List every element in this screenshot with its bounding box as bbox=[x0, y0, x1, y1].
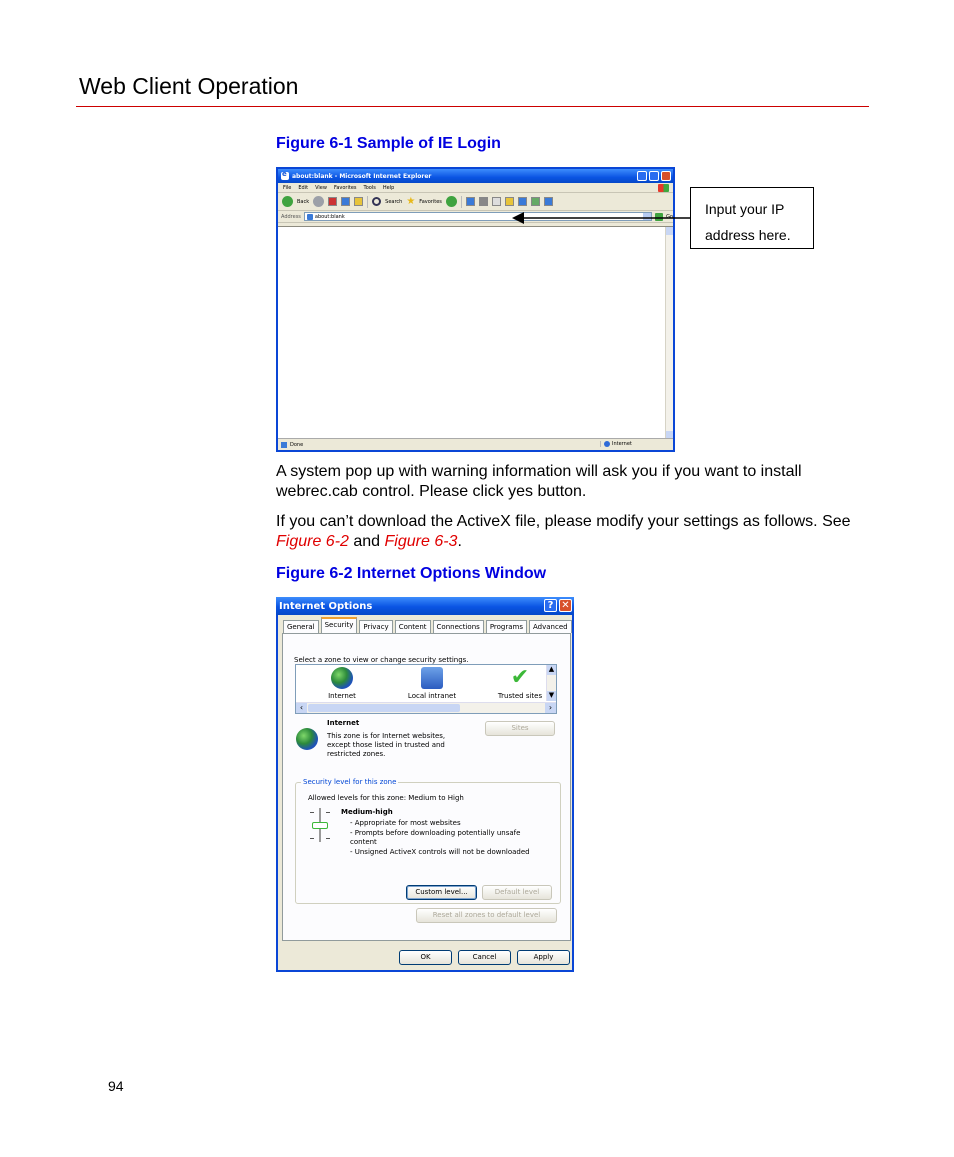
favorites-label[interactable]: Favorites bbox=[419, 198, 442, 205]
apply-button[interactable]: Apply bbox=[517, 950, 570, 965]
ie-status-bar bbox=[278, 438, 673, 450]
figure-6-2-link[interactable]: Figure 6-2 bbox=[276, 533, 349, 550]
select-zone-text: Select a zone to view or change security settings. bbox=[294, 656, 469, 664]
scroll-down-icon[interactable]: ▼ bbox=[548, 691, 555, 699]
tab-security[interactable]: Security bbox=[321, 617, 358, 633]
zone-desc-2: except those listed in trusted and bbox=[327, 741, 445, 749]
paragraph-tail: . bbox=[457, 533, 462, 550]
page-icon bbox=[281, 442, 287, 448]
security-level-group bbox=[295, 778, 561, 904]
callout-arrow bbox=[0, 0, 954, 300]
menu-view[interactable]: View bbox=[315, 184, 327, 191]
address-label: Address bbox=[281, 213, 301, 220]
default-level-button[interactable]: Default level bbox=[482, 885, 552, 900]
tab-content[interactable]: Content bbox=[395, 620, 431, 633]
custom-level-button[interactable]: Custom level... bbox=[406, 885, 477, 900]
zone-intranet-label: Local intranet bbox=[407, 692, 457, 700]
scroll-right-icon[interactable]: › bbox=[545, 703, 556, 713]
callout-line-1: Input your IP bbox=[705, 201, 785, 217]
zone-desc-3: restricted zones. bbox=[327, 750, 386, 758]
figure-1-caption: Figure 6-1 Sample of IE Login bbox=[276, 135, 501, 152]
options-title-bar bbox=[276, 597, 574, 615]
menu-favorites[interactable]: Favorites bbox=[333, 184, 357, 191]
callout-line-2: address here. bbox=[705, 227, 791, 243]
security-level-legend: Security level for this zone bbox=[303, 778, 397, 786]
menu-help[interactable]: Help bbox=[382, 184, 395, 191]
slider-tick bbox=[310, 838, 314, 839]
globe-icon bbox=[604, 441, 610, 447]
globe-icon bbox=[296, 728, 318, 750]
slider-tick bbox=[310, 812, 314, 813]
tab-advanced[interactable]: Advanced bbox=[529, 620, 572, 633]
address-value: about:blank bbox=[314, 213, 345, 220]
scroll-up-icon[interactable]: ▲ bbox=[548, 665, 555, 673]
callout-box bbox=[690, 187, 814, 249]
go-label[interactable]: Go bbox=[666, 213, 673, 220]
zone-internet-label: Internet bbox=[328, 692, 356, 700]
favorites-icon[interactable]: ★ bbox=[406, 195, 416, 207]
security-panel bbox=[282, 633, 571, 941]
back-label[interactable]: Back bbox=[297, 198, 310, 205]
status-zone bbox=[600, 441, 632, 447]
allowed-levels-text: Allowed levels for this zone: Medium to High bbox=[308, 794, 464, 802]
zone-trusted-sites[interactable] bbox=[494, 665, 546, 700]
tab-privacy[interactable]: Privacy bbox=[359, 620, 392, 633]
tab-general[interactable]: General bbox=[283, 620, 319, 633]
page-number: 94 bbox=[108, 1078, 124, 1094]
ie-window-title: about:blank - Microsoft Internet Explorer bbox=[292, 172, 432, 180]
zone-name: Internet bbox=[327, 719, 360, 727]
paragraph-activex bbox=[276, 512, 856, 552]
zone-horizontal-scrollbar[interactable] bbox=[296, 702, 556, 713]
options-window-title: Internet Options bbox=[279, 600, 373, 612]
search-label[interactable]: Search bbox=[385, 198, 403, 205]
cancel-button[interactable]: Cancel bbox=[458, 950, 511, 965]
menu-file[interactable]: File bbox=[283, 184, 292, 191]
scroll-left-icon[interactable]: ‹ bbox=[296, 703, 307, 713]
options-tabs bbox=[283, 620, 572, 633]
sites-button[interactable]: Sites bbox=[485, 721, 555, 736]
intranet-icon bbox=[421, 667, 443, 689]
zone-list bbox=[295, 664, 557, 714]
figure-6-3-link[interactable]: Figure 6-3 bbox=[384, 533, 458, 550]
close-icon[interactable]: ✕ bbox=[559, 599, 572, 612]
internet-options-window bbox=[276, 597, 574, 972]
slider-thumb[interactable] bbox=[312, 822, 328, 829]
menu-tools[interactable]: Tools bbox=[363, 184, 376, 191]
status-text: Done bbox=[290, 441, 304, 448]
reset-zones-button[interactable]: Reset all zones to default level bbox=[416, 908, 557, 923]
zone-internet[interactable] bbox=[322, 665, 362, 700]
paragraph-install: A system pop up with warning information will ask you if you want to install webrec.cab control. Please click yes button. bbox=[276, 463, 802, 500]
zone-trusted-label: Trusted sites bbox=[497, 692, 543, 700]
page-title: Web Client Operation bbox=[79, 73, 299, 99]
level-bullet-2: - Prompts before downloading potentially unsafe bbox=[350, 829, 521, 837]
globe-icon bbox=[331, 667, 353, 689]
zone-desc-1: This zone is for Internet websites, bbox=[327, 732, 446, 740]
slider-tick bbox=[326, 838, 330, 839]
tab-programs[interactable]: Programs bbox=[486, 620, 527, 633]
status-zone-label: Internet bbox=[612, 441, 632, 447]
level-bullet-3: content bbox=[350, 838, 377, 846]
menu-edit[interactable]: Edit bbox=[298, 184, 309, 191]
paragraph-lead: If you can’t download the ActiveX file, please modify your settings as follows. See bbox=[276, 513, 851, 530]
level-bullet-1: - Appropriate for most websites bbox=[350, 819, 461, 827]
zone-local-intranet[interactable] bbox=[400, 665, 464, 700]
paragraph-mid: and bbox=[348, 533, 385, 550]
slider-tick bbox=[326, 812, 330, 813]
security-level-slider[interactable] bbox=[310, 808, 330, 844]
zone-vertical-scrollbar[interactable] bbox=[546, 665, 556, 701]
figure-2-caption: Figure 6-2 Internet Options Window bbox=[276, 565, 547, 582]
level-bullet-4: - Unsigned ActiveX controls will not be downloaded bbox=[350, 848, 530, 856]
level-name: Medium-high bbox=[341, 808, 393, 816]
ok-button[interactable]: OK bbox=[399, 950, 452, 965]
checkmark-icon: ✔ bbox=[510, 665, 530, 690]
tab-connections[interactable]: Connections bbox=[433, 620, 484, 633]
help-icon[interactable]: ? bbox=[544, 599, 557, 612]
scroll-thumb[interactable] bbox=[308, 704, 460, 712]
